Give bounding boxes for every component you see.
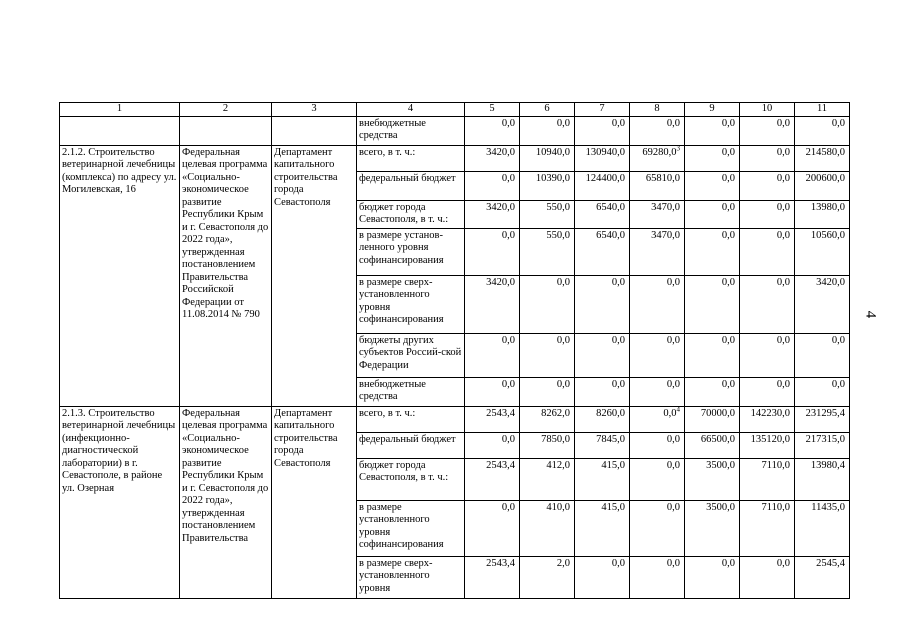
amount-cell: 13980,0 (795, 200, 850, 228)
funding-source-label: в размере установ-ленного уровня софинансирования (357, 228, 465, 275)
page-number: 4 (862, 310, 879, 319)
empty-cell (60, 116, 180, 145)
amount-cell: 11435,0 (795, 500, 850, 556)
amount-cell: 3470,0 (630, 200, 685, 228)
amount-cell: 0,0 (740, 200, 795, 228)
amount-cell: 124400,0 (575, 171, 630, 200)
amount-cell: 8260,0 (575, 406, 630, 432)
amount-cell: 0,0 (685, 200, 740, 228)
program-name-cell: Федеральная целевая программа «Социально-экономическое развитие Республики Крым и г. Севастополя до 2022 года», утвержденная постановлением Правительства (180, 406, 272, 598)
amount-cell: 200600,0 (795, 171, 850, 200)
amount-cell (630, 145, 685, 171)
funding-source-label: всего, в т. ч.: (357, 406, 465, 432)
amount-cell: 6540,0 (575, 228, 630, 275)
amount-cell: 410,0 (520, 500, 575, 556)
amount-cell: 0,0 (520, 377, 575, 406)
amount-cell: 70000,0 (685, 406, 740, 432)
amount-cell: 231295,4 (795, 406, 850, 432)
amount-cell: 0,0 (630, 333, 685, 377)
department-cell: Департамент капитального строительства города Севастополя (272, 406, 357, 598)
funding-source-label: в размере установленного уровня софинансирования (357, 500, 465, 556)
amount-cell: 0,0 (630, 432, 685, 458)
funding-source-label: всего, в т. ч.: (357, 145, 465, 171)
amount-cell: 415,0 (575, 500, 630, 556)
amount-value: 69280,0 (642, 146, 677, 158)
amount-cell: 0,0 (575, 116, 630, 145)
amount-cell: 65810,0 (630, 171, 685, 200)
amount-cell: 415,0 (575, 458, 630, 500)
column-header: 5 (465, 103, 520, 117)
amount-cell: 412,0 (520, 458, 575, 500)
amount-cell: 217315,0 (795, 432, 850, 458)
amount-cell: 7110,0 (740, 458, 795, 500)
amount-cell: 2545,4 (795, 556, 850, 598)
amount-cell (630, 406, 685, 432)
amount-cell: 0,0 (465, 377, 520, 406)
amount-cell: 0,0 (630, 275, 685, 333)
amount-cell: 10940,0 (520, 145, 575, 171)
amount-cell: 130940,0 (575, 145, 630, 171)
amount-cell: 0,0 (685, 275, 740, 333)
funding-source-label: внебюджетные средства (357, 377, 465, 406)
amount-cell: 7845,0 (575, 432, 630, 458)
column-header: 2 (180, 103, 272, 117)
column-header-row (60, 103, 850, 117)
amount-cell: 0,0 (465, 333, 520, 377)
column-header: 8 (630, 103, 685, 117)
amount-cell: 2543,4 (465, 458, 520, 500)
amount-cell: 2,0 (520, 556, 575, 598)
funding-source-label: бюджет города Севастополя, в т. ч.: (357, 200, 465, 228)
amount-cell: 0,0 (685, 377, 740, 406)
table-row (60, 145, 850, 171)
program-name-cell: Федеральная целевая программа «Социально-экономическое развитие Республики Крым и г. Севастополя до 2022 года», утвержденная постановлением Правительства Российской Федерации от 11.08.2014 № 790 (180, 145, 272, 406)
column-header: 9 (685, 103, 740, 117)
empty-cell (272, 116, 357, 145)
amount-cell: 0,0 (740, 275, 795, 333)
amount-cell: 0,0 (685, 171, 740, 200)
footnote-marker: 4 (676, 406, 680, 413)
column-header: 3 (272, 103, 357, 117)
amount-cell: 3500,0 (685, 500, 740, 556)
funding-source-label: федеральный бюджет (357, 171, 465, 200)
amount-cell: 0,0 (575, 377, 630, 406)
amount-cell: 0,0 (685, 116, 740, 145)
amount-cell: 3420,0 (465, 145, 520, 171)
amount-cell: 0,0 (630, 116, 685, 145)
amount-cell: 0,0 (740, 116, 795, 145)
amount-cell: 6540,0 (575, 200, 630, 228)
column-header: 11 (795, 103, 850, 117)
funding-source-label: в размере сверх-установленного уровня (357, 556, 465, 598)
amount-cell: 0,0 (520, 116, 575, 145)
amount-cell: 0,0 (520, 333, 575, 377)
amount-cell: 550,0 (520, 228, 575, 275)
amount-cell: 0,0 (575, 556, 630, 598)
amount-cell: 0,0 (465, 171, 520, 200)
amount-cell: 135120,0 (740, 432, 795, 458)
amount-cell: 0,0 (740, 333, 795, 377)
amount-cell: 0,0 (685, 145, 740, 171)
amount-cell: 3420,0 (465, 200, 520, 228)
amount-cell: 0,0 (795, 333, 850, 377)
empty-cell (180, 116, 272, 145)
column-header: 6 (520, 103, 575, 117)
amount-cell: 0,0 (630, 377, 685, 406)
amount-cell: 0,0 (740, 228, 795, 275)
amount-cell: 3470,0 (630, 228, 685, 275)
amount-cell: 2543,4 (465, 406, 520, 432)
amount-value: 0,0 (663, 407, 677, 419)
amount-cell: 0,0 (520, 275, 575, 333)
amount-cell: 13980,4 (795, 458, 850, 500)
amount-cell: 0,0 (630, 556, 685, 598)
amount-cell: 10560,0 (795, 228, 850, 275)
amount-cell: 550,0 (520, 200, 575, 228)
amount-cell: 0,0 (465, 116, 520, 145)
column-header: 1 (60, 103, 180, 117)
amount-cell: 142230,0 (740, 406, 795, 432)
amount-cell: 0,0 (465, 500, 520, 556)
footnote-marker: 3 (676, 145, 680, 152)
amount-cell: 0,0 (740, 145, 795, 171)
column-header: 10 (740, 103, 795, 117)
amount-cell: 0,0 (685, 333, 740, 377)
funding-source-label: бюджет города Севастополя, в т. ч.: (357, 458, 465, 500)
amount-cell: 3500,0 (685, 458, 740, 500)
funding-source-label: в размере сверх-установленного уровня софинансирования (357, 275, 465, 333)
amount-cell: 7850,0 (520, 432, 575, 458)
table-row (60, 116, 850, 145)
amount-cell: 214580,0 (795, 145, 850, 171)
amount-cell: 0,0 (740, 556, 795, 598)
amount-cell: 0,0 (740, 171, 795, 200)
amount-cell: 7110,0 (740, 500, 795, 556)
column-header: 4 (357, 103, 465, 117)
funding-source-label: федеральный бюджет (357, 432, 465, 458)
amount-cell: 66500,0 (685, 432, 740, 458)
amount-cell: 10390,0 (520, 171, 575, 200)
project-name-cell: 2.1.2. Строительство ветеринарной лечебницы (комплекса) по адресу ул. Могилевская, 16 (60, 145, 180, 406)
project-name-cell: 2.1.3. Строительство ветеринарной лечебницы (инфекционно-диагностической лаборатории) в г. Севастополе, в районе ул. Озерная (60, 406, 180, 598)
funding-table (59, 102, 850, 599)
amount-cell: 8262,0 (520, 406, 575, 432)
amount-cell: 3420,0 (795, 275, 850, 333)
amount-cell: 0,0 (685, 228, 740, 275)
amount-cell: 3420,0 (465, 275, 520, 333)
amount-cell: 0,0 (685, 556, 740, 598)
amount-cell: 0,0 (630, 458, 685, 500)
amount-cell: 0,0 (575, 275, 630, 333)
department-cell: Департамент капитального строительства города Севастополя (272, 145, 357, 406)
amount-cell: 0,0 (630, 500, 685, 556)
funding-source-label: бюджеты других субъектов Россий-ской Федерации (357, 333, 465, 377)
column-header: 7 (575, 103, 630, 117)
amount-cell: 0,0 (575, 333, 630, 377)
amount-cell: 2543,4 (465, 556, 520, 598)
amount-cell: 0,0 (740, 377, 795, 406)
amount-cell: 0,0 (795, 377, 850, 406)
amount-cell: 0,0 (465, 228, 520, 275)
funding-source-label: внебюджетные средства (357, 116, 465, 145)
table-row (60, 406, 850, 432)
amount-cell: 0,0 (465, 432, 520, 458)
amount-cell: 0,0 (795, 116, 850, 145)
